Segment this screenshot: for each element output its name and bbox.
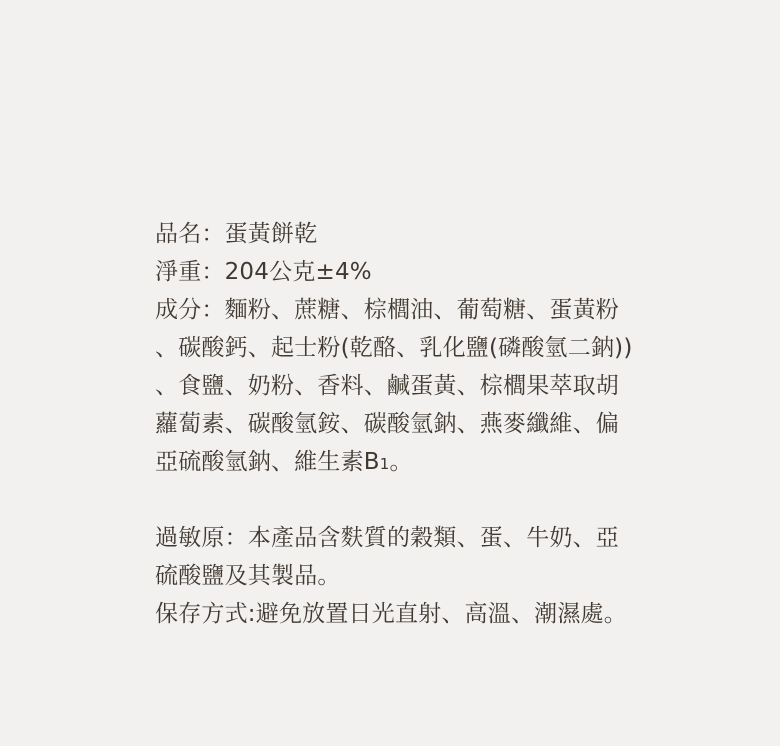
ingredients-line-5 — [155, 443, 645, 481]
ingredients-line-2: 、碳酸鈣、起士粉(乾酪、乳化鹽(磷酸氫二鈉)) — [155, 335, 633, 361]
product-label-text-block — [155, 215, 645, 633]
storage-line: 保存方式:避免放置日光直射、高溫、潮濕處。 — [155, 601, 627, 627]
ingredients-line-4: 蘿蔔素、碳酸氫銨、碳酸氫鈉、燕麥纖維、偏 — [155, 411, 619, 437]
vitamin-line-pre: 亞硫酸氫鈉、維生素B — [155, 449, 380, 475]
allergen-line-2: 硫酸鹽及其製品。 — [155, 563, 341, 589]
ingredients-line-3: 、食鹽、奶粉、香料、鹹蛋黃、棕櫚果萃取胡 — [155, 373, 619, 399]
allergen-line-1: 過敏原：本產品含麩質的穀類、蛋、牛奶、亞 — [155, 525, 619, 551]
paragraph-gap — [155, 481, 645, 519]
vitamin-b1-subscript: 1 — [379, 455, 390, 473]
vitamin-line-period: 。 — [389, 449, 413, 475]
product-name-line: 品名：蛋黃餅乾 — [155, 221, 318, 247]
net-weight-line: 淨重：204公克±4% — [155, 259, 372, 285]
ingredients-line-1: 成分：麵粉、蔗糖、棕櫚油、葡萄糖、蛋黃粉 — [155, 297, 619, 323]
